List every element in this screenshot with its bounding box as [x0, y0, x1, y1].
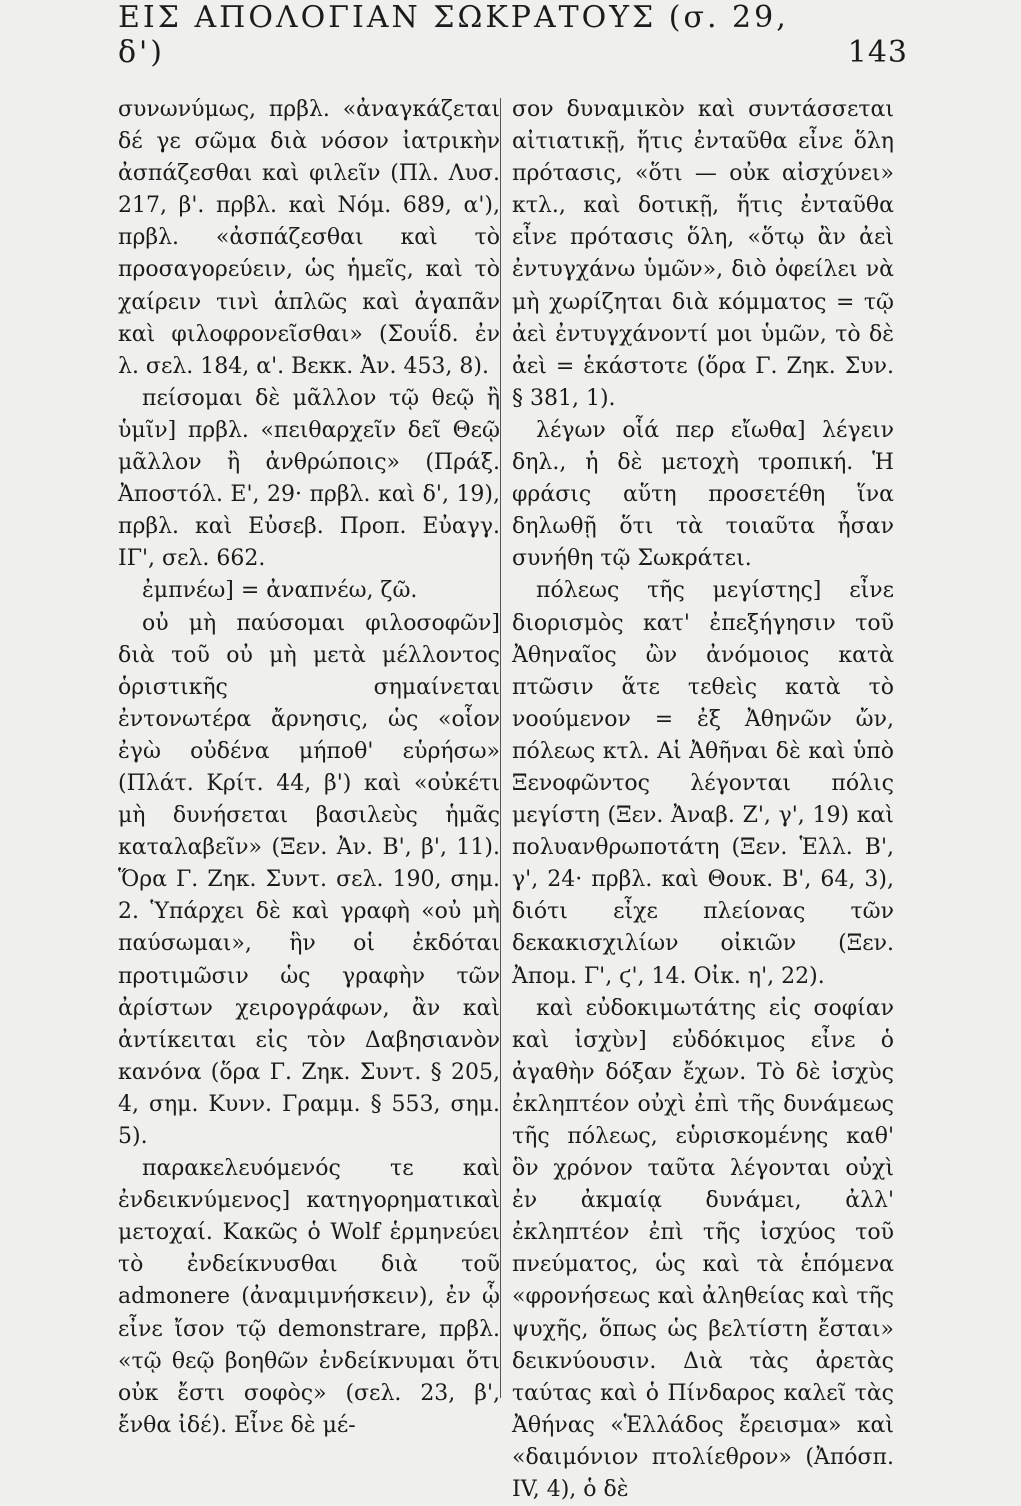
left-column: [118, 94, 500, 1442]
paragraph: λέγων οἷά περ εἴωθα] λέγειν δηλ., ἡ δὲ μετοχὴ τροπική. Ἡ φράσις αὕτη προσετέθη ἵνα δηλωθῇ ὅτι τὰ τοιαῦτα ἦσαν συνήθη τῷ Σωκράτει.: [512, 417, 894, 572]
paragraph: συνωνύμως, πρβλ. «ἀναγκάζεται δέ γε σῶμα διὰ νόσον ἰατρικὴν ἀσπάζεσθαι καὶ φιλεῖν (Πλ. Λυσ. 217, β'. πρβλ. καὶ Νόμ. 689, α'), πρβλ. «ἀσπάζεσθαι καὶ τὸ προσαγορεύειν, ὡς ἡμεῖς, καὶ τὸ χαίρειν τινὶ ἁπλῶς καὶ ἀγαπᾶν καὶ φιλοφρονεῖσθαι» (Σουΐδ. ἐν λ. σελ. 184, α'. Βεκκ. Ἀν. 453, 8).: [118, 97, 500, 379]
page-number: 143: [847, 35, 908, 70]
paragraph: σον δυναμικὸν καὶ συντάσσεται αἰτιατικῇ, ἥτις ἐνταῦθα εἶνε ὅλη πρότασις, «ὅτι — οὐκ αἰσχύνει» κτλ., καὶ δοτικῇ, ἥτις ἐνταῦθα εἶνε πρότασις ὅλη, «ὅτῳ ἂν ἀεὶ ἐντυγχάνω ὑμῶν», διὸ ὀφείλει νὰ μὴ χωρίζηται διὰ κόμματος = τῷ ἀεὶ ἐντυγχάνοντί μοι ὑμῶν, τὸ δὲ ἀεὶ = ἑκάστοτε (ὅρα Γ. Ζηκ. Συν. § 381, 1).: [512, 97, 894, 411]
running-header: [118, 0, 908, 70]
paragraph: παρακελευόμενός τε καὶ ἐνδεικνύμενος] κατηγορηματικαὶ μετοχαί. Κακῶς ὁ Wolf ἑρμηνεύει τὸ ἐνδείκνυσθαι διὰ τοῦ admonere (ἀναμιμνήσκειν), ἐν ᾧ εἶνε ἴσον τῷ demonstrare, πρβλ. «τῷ θεῷ βοηθῶν ἐνδείκνυμαι ὅτι οὐκ ἔστι σοφὸς» (σελ. 23, β', ἔνθα ἰδέ). Εἶνε δὲ μέ-: [118, 1156, 500, 1438]
paragraph: καὶ εὐδοκιμωτάτης εἰς σοφίαν καὶ ἰσχὺν] εὐδόκιμος εἶνε ὁ ἀγαθὴν δόξαν ἔχων. Τὸ δὲ ἰσχὺς ἐκληπτέον οὐχὶ ἐπὶ τῆς δυνάμεως τῆς πόλεως, εὑρισκομένης καθ' ὃν χρόνον ταῦτα λέγονται οὐχὶ ἐν ἀκμαίᾳ δυνάμει, ἀλλ' ἐκληπτέον ἐπὶ τῆς ἰσχύος τοῦ πνεύματος, ὡς καὶ τὰ ἑπόμενα «φρονήσεως καὶ ἀληθείας καὶ τῆς ψυχῆς, ὅπως ὡς βελτίστη ἔσται» δεικνύουσιν. Διὰ τὰς ἀρετὰς ταύτας καὶ ὁ Πίνδαρος καλεῖ τὰς Ἀθήνας «Ἑλλάδος ἔρεισμα» καὶ «δαιμόνιον πτολίεθρον» (Ἀπόσπ. IV, 4), ὁ δὲ: [512, 995, 894, 1503]
right-column: [512, 94, 894, 1506]
paragraph: οὐ μὴ παύσομαι φιλοσοφῶν] διὰ τοῦ οὐ μὴ μετὰ μέλλοντος ὁριστικῆς σημαίνεται ἐντονωτέρα ἄρνησις, ὡς «οἷον ἐγὼ οὐδένα μήποθ' εὑρήσω» (Πλάτ. Κρίτ. 44, β') καὶ «οὐκέτι μὴ δυνήσεται βασιλεὺς ἡμᾶς καταλαβεῖν» (Ξεν. Ἀν. Β', β', 11). Ὅρα Γ. Ζηκ. Συντ. σελ. 190, σημ. 2. Ὑπάρχει δὲ καὶ γραφὴ «οὐ μὴ παύσωμαι», ἣν οἱ ἐκδόται προτιμῶσιν ὡς γραφὴν τῶν ἀρίστων χειρογράφων, ἂν καὶ ἀντίκειται εἰς τὸν Δαβησιανὸν κανόνα (ὅρα Γ. Ζηκ. Συντ. § 205, 4, σημ. Κυνν. Γραμμ. § 553, σημ. 5).: [118, 610, 500, 1149]
paragraph: πείσομαι δὲ μᾶλλον τῷ θεῷ ἢ ὑμῖν] πρβλ. «πειθαρχεῖν δεῖ Θεῷ μᾶλλον ἢ ἀνθρώποις» (Πράξ. Ἀποστόλ. Ε', 29· πρβλ. καὶ δ', 19), πρβλ. καὶ Εὐσεβ. Προπ. Εὐαγγ. ΙΓ', σελ. 662.: [118, 385, 500, 572]
paragraph: πόλεως τῆς μεγίστης] εἶνε διορισμὸς κατ' ἐπεξήγησιν τοῦ Ἀθηναῖος ὢν ἀνόμοιος κατὰ πτῶσιν ἅτε τεθεὶς κατὰ τὸ νοούμενον = ἐξ Ἀθηνῶν ὤν, πόλεως κτλ. Αἱ Ἀθῆναι δὲ καὶ ὑπὸ Ξενοφῶντος λέγονται πόλις μεγίστη (Ξεν. Ἀναβ. Ζ', γ', 19) καὶ πολυανθρωποτάτη (Ξεν. Ἑλλ. Β', γ', 24· πρβλ. καὶ Θουκ. Β', 64, 3), διότι εἶχε πλείονας τῶν δεκακισχιλίων οἰκιῶν (Ξεν. Ἀπομ. Γ', ϛ', 14. Οἰκ. η', 22).: [512, 578, 894, 989]
running-title: ΕΙΣ ΑΠΟΛΟΓΙΑΝ ΣΩΚΡΑΤΟΥΣ (σ. 29, δ'): [118, 0, 789, 70]
paragraph: ἐμπνέω] = ἀναπνέω, ζῶ.: [142, 578, 418, 604]
column-divider: [500, 98, 501, 1398]
